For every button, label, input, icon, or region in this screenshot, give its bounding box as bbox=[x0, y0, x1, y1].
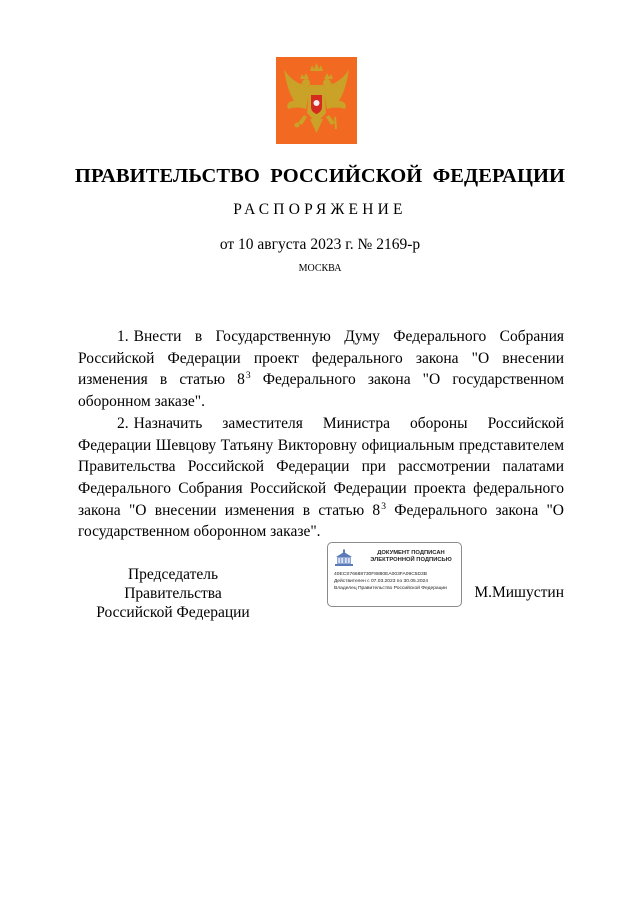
paragraph-text: Федерального закона "О государственном оборонном заказе". bbox=[78, 371, 565, 411]
superscript: 3 bbox=[381, 501, 386, 512]
certificate-owner: Владелец Правительство Российской Федерации bbox=[334, 586, 447, 591]
stamp-title bbox=[366, 550, 456, 564]
city-name: МОСКВА bbox=[298, 263, 342, 274]
document-body bbox=[78, 326, 564, 543]
paragraph-text: Федерального закона "О государственном оборонном заказе". bbox=[78, 501, 564, 541]
position-line-2: Российской Федерации bbox=[96, 604, 250, 621]
certificate-validity: Действителен с 07.03.2023 по 30.05.2024 bbox=[334, 579, 428, 584]
paragraph-1 bbox=[78, 326, 564, 413]
paragraph-number: 1. bbox=[117, 328, 129, 345]
stamp-title-line-2: ЭЛЕКТРОННОЙ ПОДПИСЬЮ bbox=[370, 557, 452, 563]
paragraph-2 bbox=[78, 413, 564, 543]
stamp-title-line-1: ДОКУМЕНТ ПОДПИСАН bbox=[377, 550, 445, 556]
government-building-icon bbox=[334, 549, 354, 567]
paragraph-text: Внести в Государственную Думу Федерального Собрания Российской Федерации проект федерального закона "О внесении изменения в статью 8 bbox=[78, 328, 564, 389]
position-line-1: Председатель Правительства bbox=[124, 566, 222, 602]
signatory-name: М.Мишустин bbox=[474, 584, 564, 601]
electronic-signature-stamp bbox=[327, 542, 462, 607]
state-emblem-icon bbox=[276, 57, 357, 144]
document-type: РАСПОРЯЖЕНИЕ bbox=[233, 201, 407, 218]
signatory-position bbox=[78, 565, 268, 622]
paragraph-text: Назначить заместителя Министра обороны Российской Федерации Шевцову Татьяну Викторовну официальным представителем Правительства Российской Федерации при рассмотрении палатами Федерального Собрания Российской Федерации проекта федерального закона "О внесении изменения в статью 8 bbox=[78, 414, 564, 519]
superscript: 3 bbox=[245, 371, 251, 382]
certificate-number: 40ECS76688730F8880EA003FA09C5D3B bbox=[334, 572, 427, 577]
paragraph-number: 2. bbox=[117, 414, 129, 432]
government-title: ПРАВИТЕЛЬСТВО РОССИЙСКОЙ ФЕДЕРАЦИИ bbox=[74, 165, 566, 187]
document-date-number: от 10 августа 2023 г. № 2169-р bbox=[219, 236, 421, 253]
